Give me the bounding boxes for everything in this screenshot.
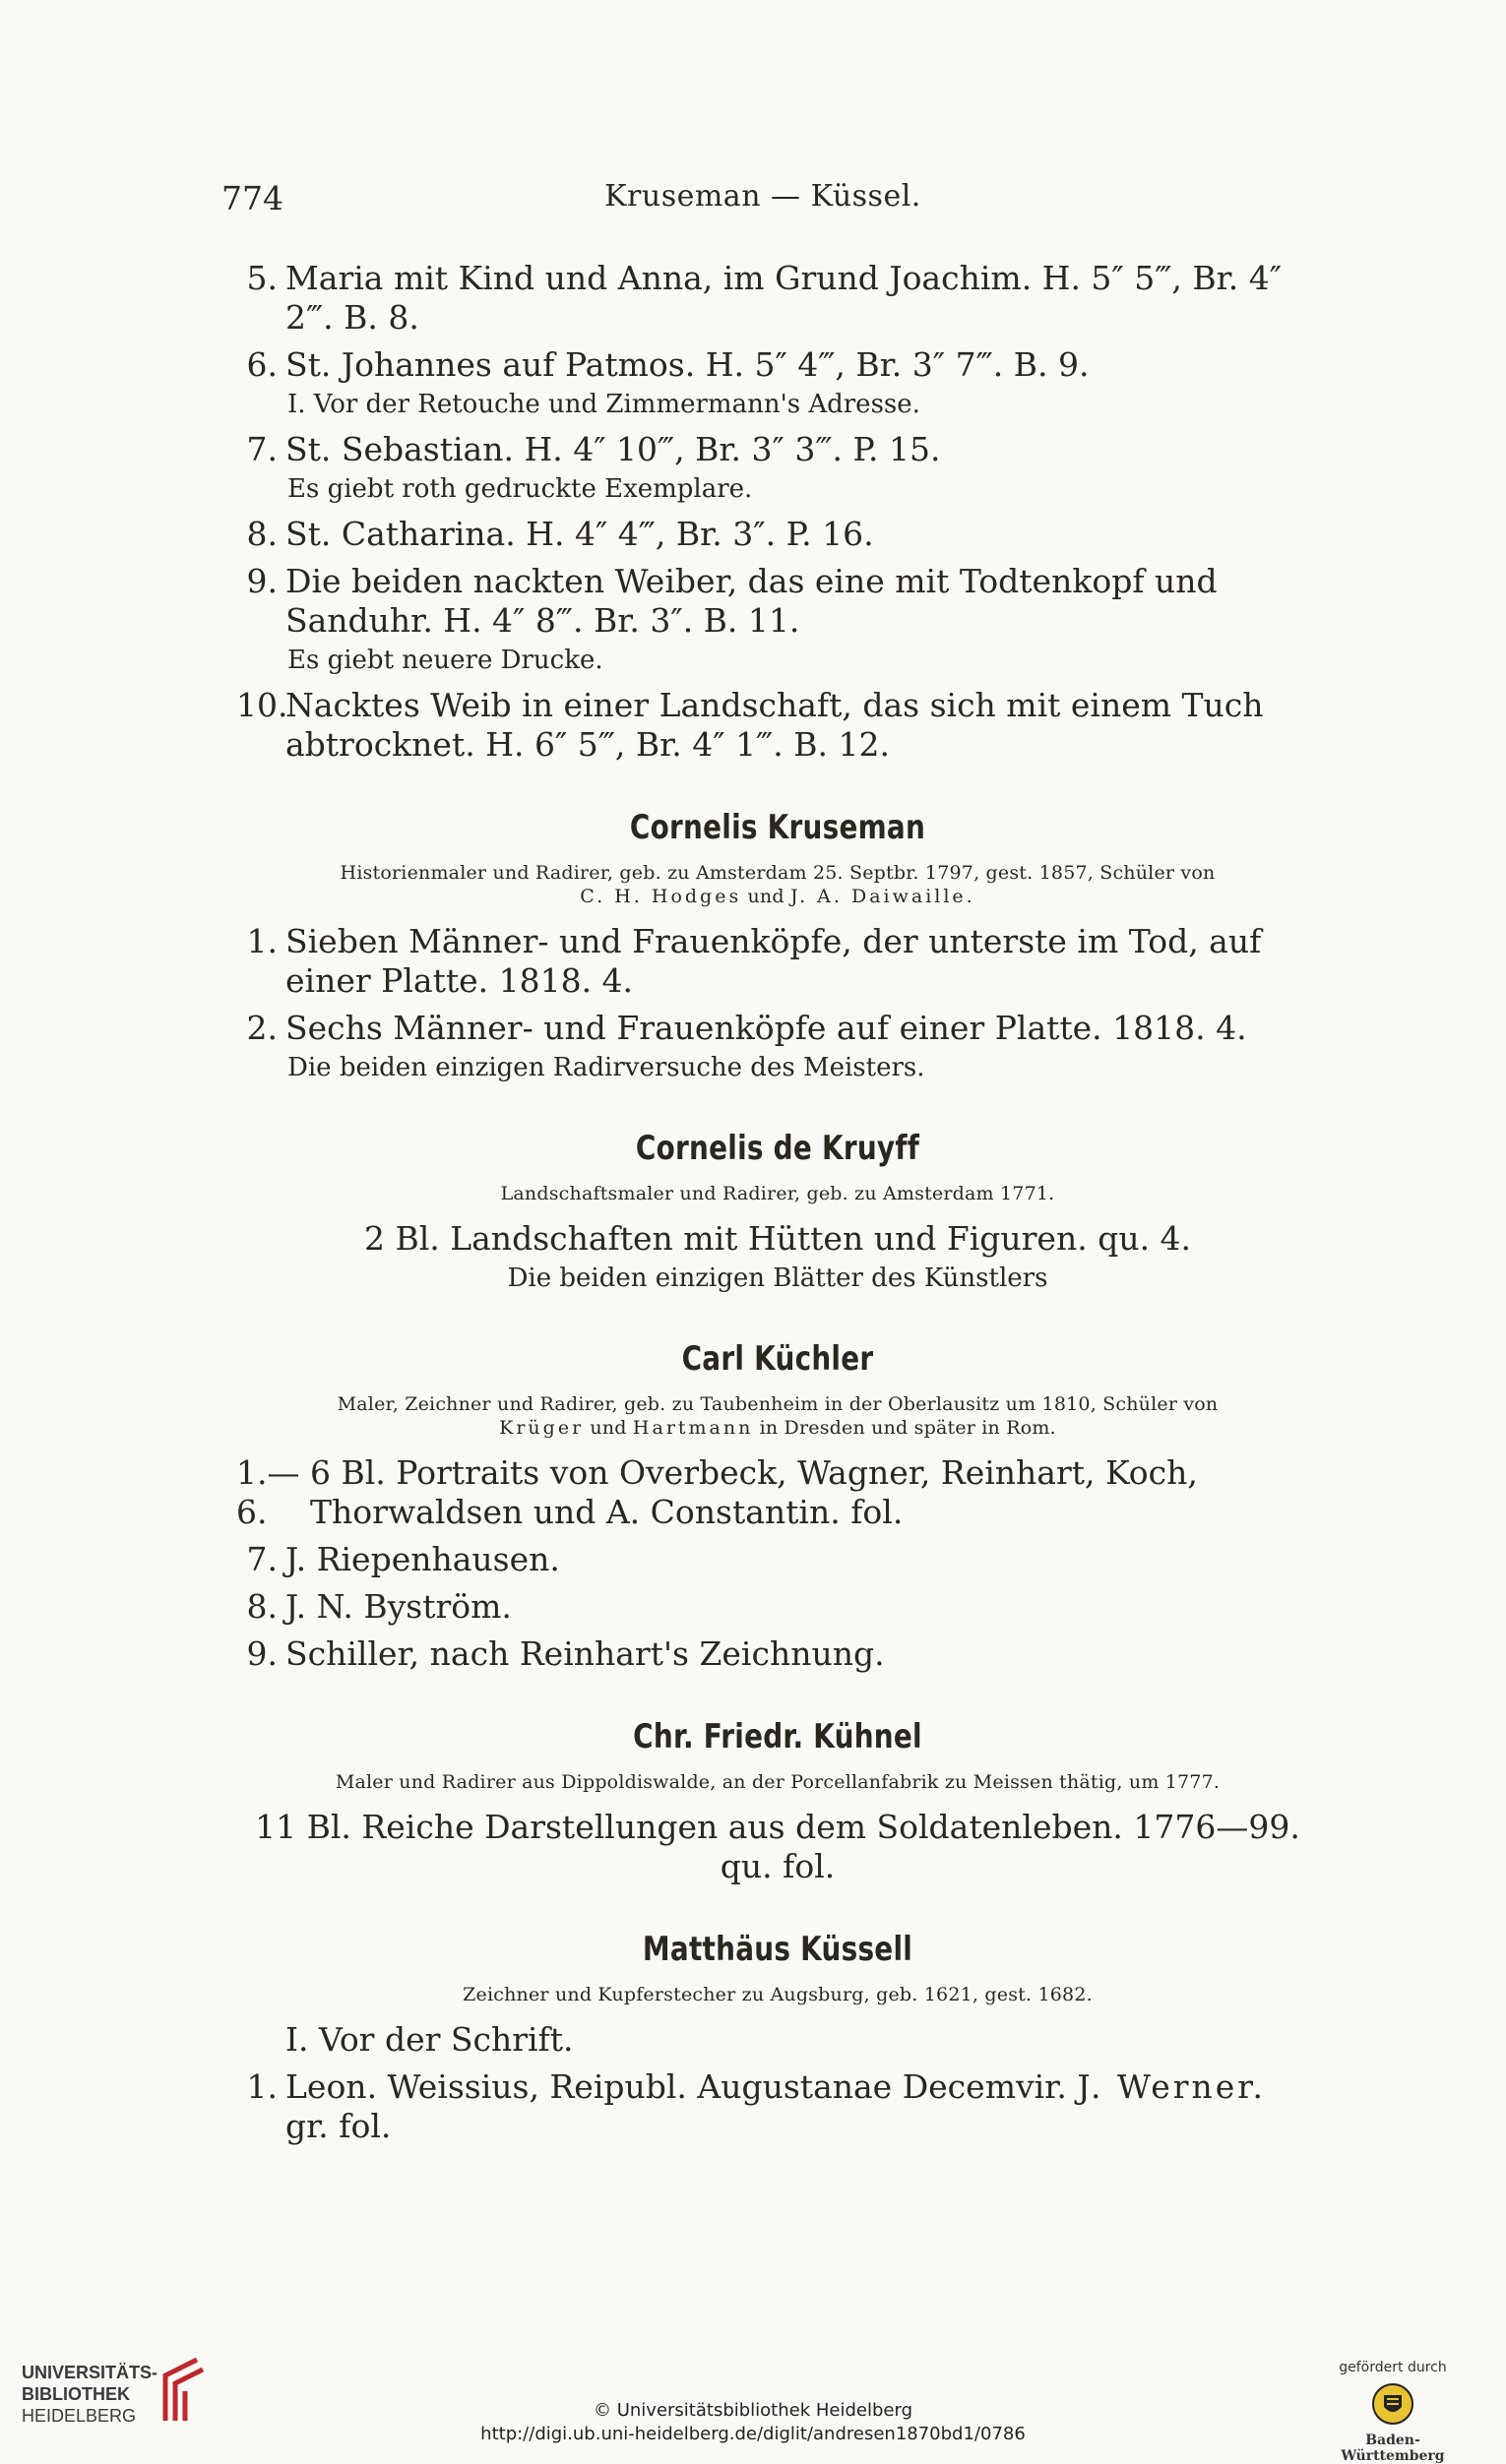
catalog-entry: 2. Sechs Männer- und Frauenköpfe auf einer Platte. 1818. 4. (246, 1009, 1247, 1047)
catalog-entry: 7. St. Sebastian. H. 4″ 10‴, Br. 3″ 3‴. P. 15. (246, 430, 941, 468)
permalink[interactable]: http://digi.ub.uni-heidelberg.de/diglit/andresen1870bd1/0786 (480, 2424, 1026, 2444)
artist-bio: Historienmaler und Radirer, geb. zu Amsterdam 25. Septbr. 1797, gest. 1857, Schüler von C. H. Hodges und J. A. Daiwaille. (340, 862, 1216, 907)
artist-heading: Matthäus Küssell (642, 1930, 913, 1969)
page-number: 774 (221, 179, 283, 217)
footer-credits (0, 2399, 1506, 2446)
artist-heading: Cornelis de Kruyff (635, 1129, 920, 1168)
catalog-entry: 1. Leon. Weissius, Reipubl. Augustanae Decemvir. J. Werner. gr. fol. (246, 2067, 1266, 2145)
copyright-text: © Universitätsbibliothek Heidelberg (593, 2400, 912, 2421)
entry-note: Die beiden einzigen Radirversuche des Meisters. (287, 1053, 925, 1082)
artist-heading: Carl Küchler (681, 1339, 874, 1379)
catalog-entry: 1. Sieben Männer- und Frauenköpfe, der unterste im Tod, auf einer Platte. 1818. 4. (246, 922, 1262, 1000)
library-logo[interactable]: UNIVERSITÄTS- BIBLIOTHEK HEIDELBERG (22, 2363, 158, 2426)
catalog-entry: 5. Maria mit Kind und Anna, im Grund Joachim. H. 5″ 5‴, Br. 4″ 2‴. B. 8. (246, 259, 1283, 337)
catalog-entry: 10. Nacktes Weib in einer Landschaft, das sich mit einem Tuch abtrocknet. H. 6″ 5‴, Br. 4″ 1‴. B. 12. (236, 686, 1264, 764)
catalog-entry: 9. Schiller, nach Reinhart's Zeichnung. (246, 1634, 885, 1673)
catalog-entry: 11 Bl. Reiche Darstellungen aus dem Soldatenleben. 1776—99. qu. fol. (255, 1808, 1300, 1885)
running-title: Kruseman — Küssel. (604, 179, 921, 214)
artist-bio: Maler, Zeichner und Radirer, geb. zu Taubenheim in der Oberlausitz um 1810, Schüler von Krüger und Hartmann in Dresden und später in Rom. (337, 1393, 1219, 1439)
catalog-entry: 1.—6. 6 Bl. Portraits von Overbeck, Wagner, Reinhart, Koch, Thorwaldsen und A. Constantin. fol. (236, 1453, 1198, 1531)
catalog-entry: 2 Bl. Landschaften mit Hütten und Figuren. qu. 4. (363, 1219, 1192, 1258)
catalog-entry: 9. Die beiden nackten Weiber, das eine mit Todtenkopf und Sanduhr. H. 4″ 8‴. Br. 3″. B. 11. (246, 562, 1218, 640)
entry-note: Die beiden einzigen Blätter des Künstlers (507, 1263, 1048, 1293)
artist-heading: Chr. Friedr. Kühnel (633, 1717, 922, 1756)
artist-bio: Zeichner und Kupferstecher zu Augsburg, geb. 1621, gest. 1682. (463, 1984, 1093, 2005)
artist-heading: Cornelis Kruseman (629, 808, 926, 847)
catalog-entry: 8. St. Catharina. H. 4″ 4‴, Br. 3″. P. 16. (246, 515, 874, 553)
artist-bio: Landschaftsmaler und Radirer, geb. zu Amsterdam 1771. (500, 1183, 1055, 1204)
entry-note: Es giebt roth gedruckte Exemplare. (287, 474, 753, 504)
coat-of-arms-icon (1370, 2381, 1415, 2427)
artist-bio: Maler und Radirer aus Dippoldiswalde, an der Porcellanfabrik zu Meissen thätig, um 1777. (335, 1771, 1221, 1793)
running-header (221, 179, 1304, 228)
entry-note: I. Vor der Retouche und Zimmermann's Adresse. (287, 390, 920, 419)
catalog-entry: 6. St. Johannes auf Patmos. H. 5″ 4‴, Br. 3″ 7‴. B. 9. (246, 345, 1090, 384)
entry-note: Es giebt neuere Drucke. (287, 646, 603, 675)
catalog-entry: 7. J. Riepenhausen. (246, 1540, 560, 1578)
page-content (236, 251, 1319, 2146)
funding-notice: gefördert durch Baden-Württemberg (1339, 2360, 1447, 2464)
state-heading: I. Vor der Schrift. (285, 2020, 574, 2059)
digitization-footer (0, 2342, 1506, 2464)
catalog-entry: 8. J. N. Byström. (246, 1587, 512, 1626)
